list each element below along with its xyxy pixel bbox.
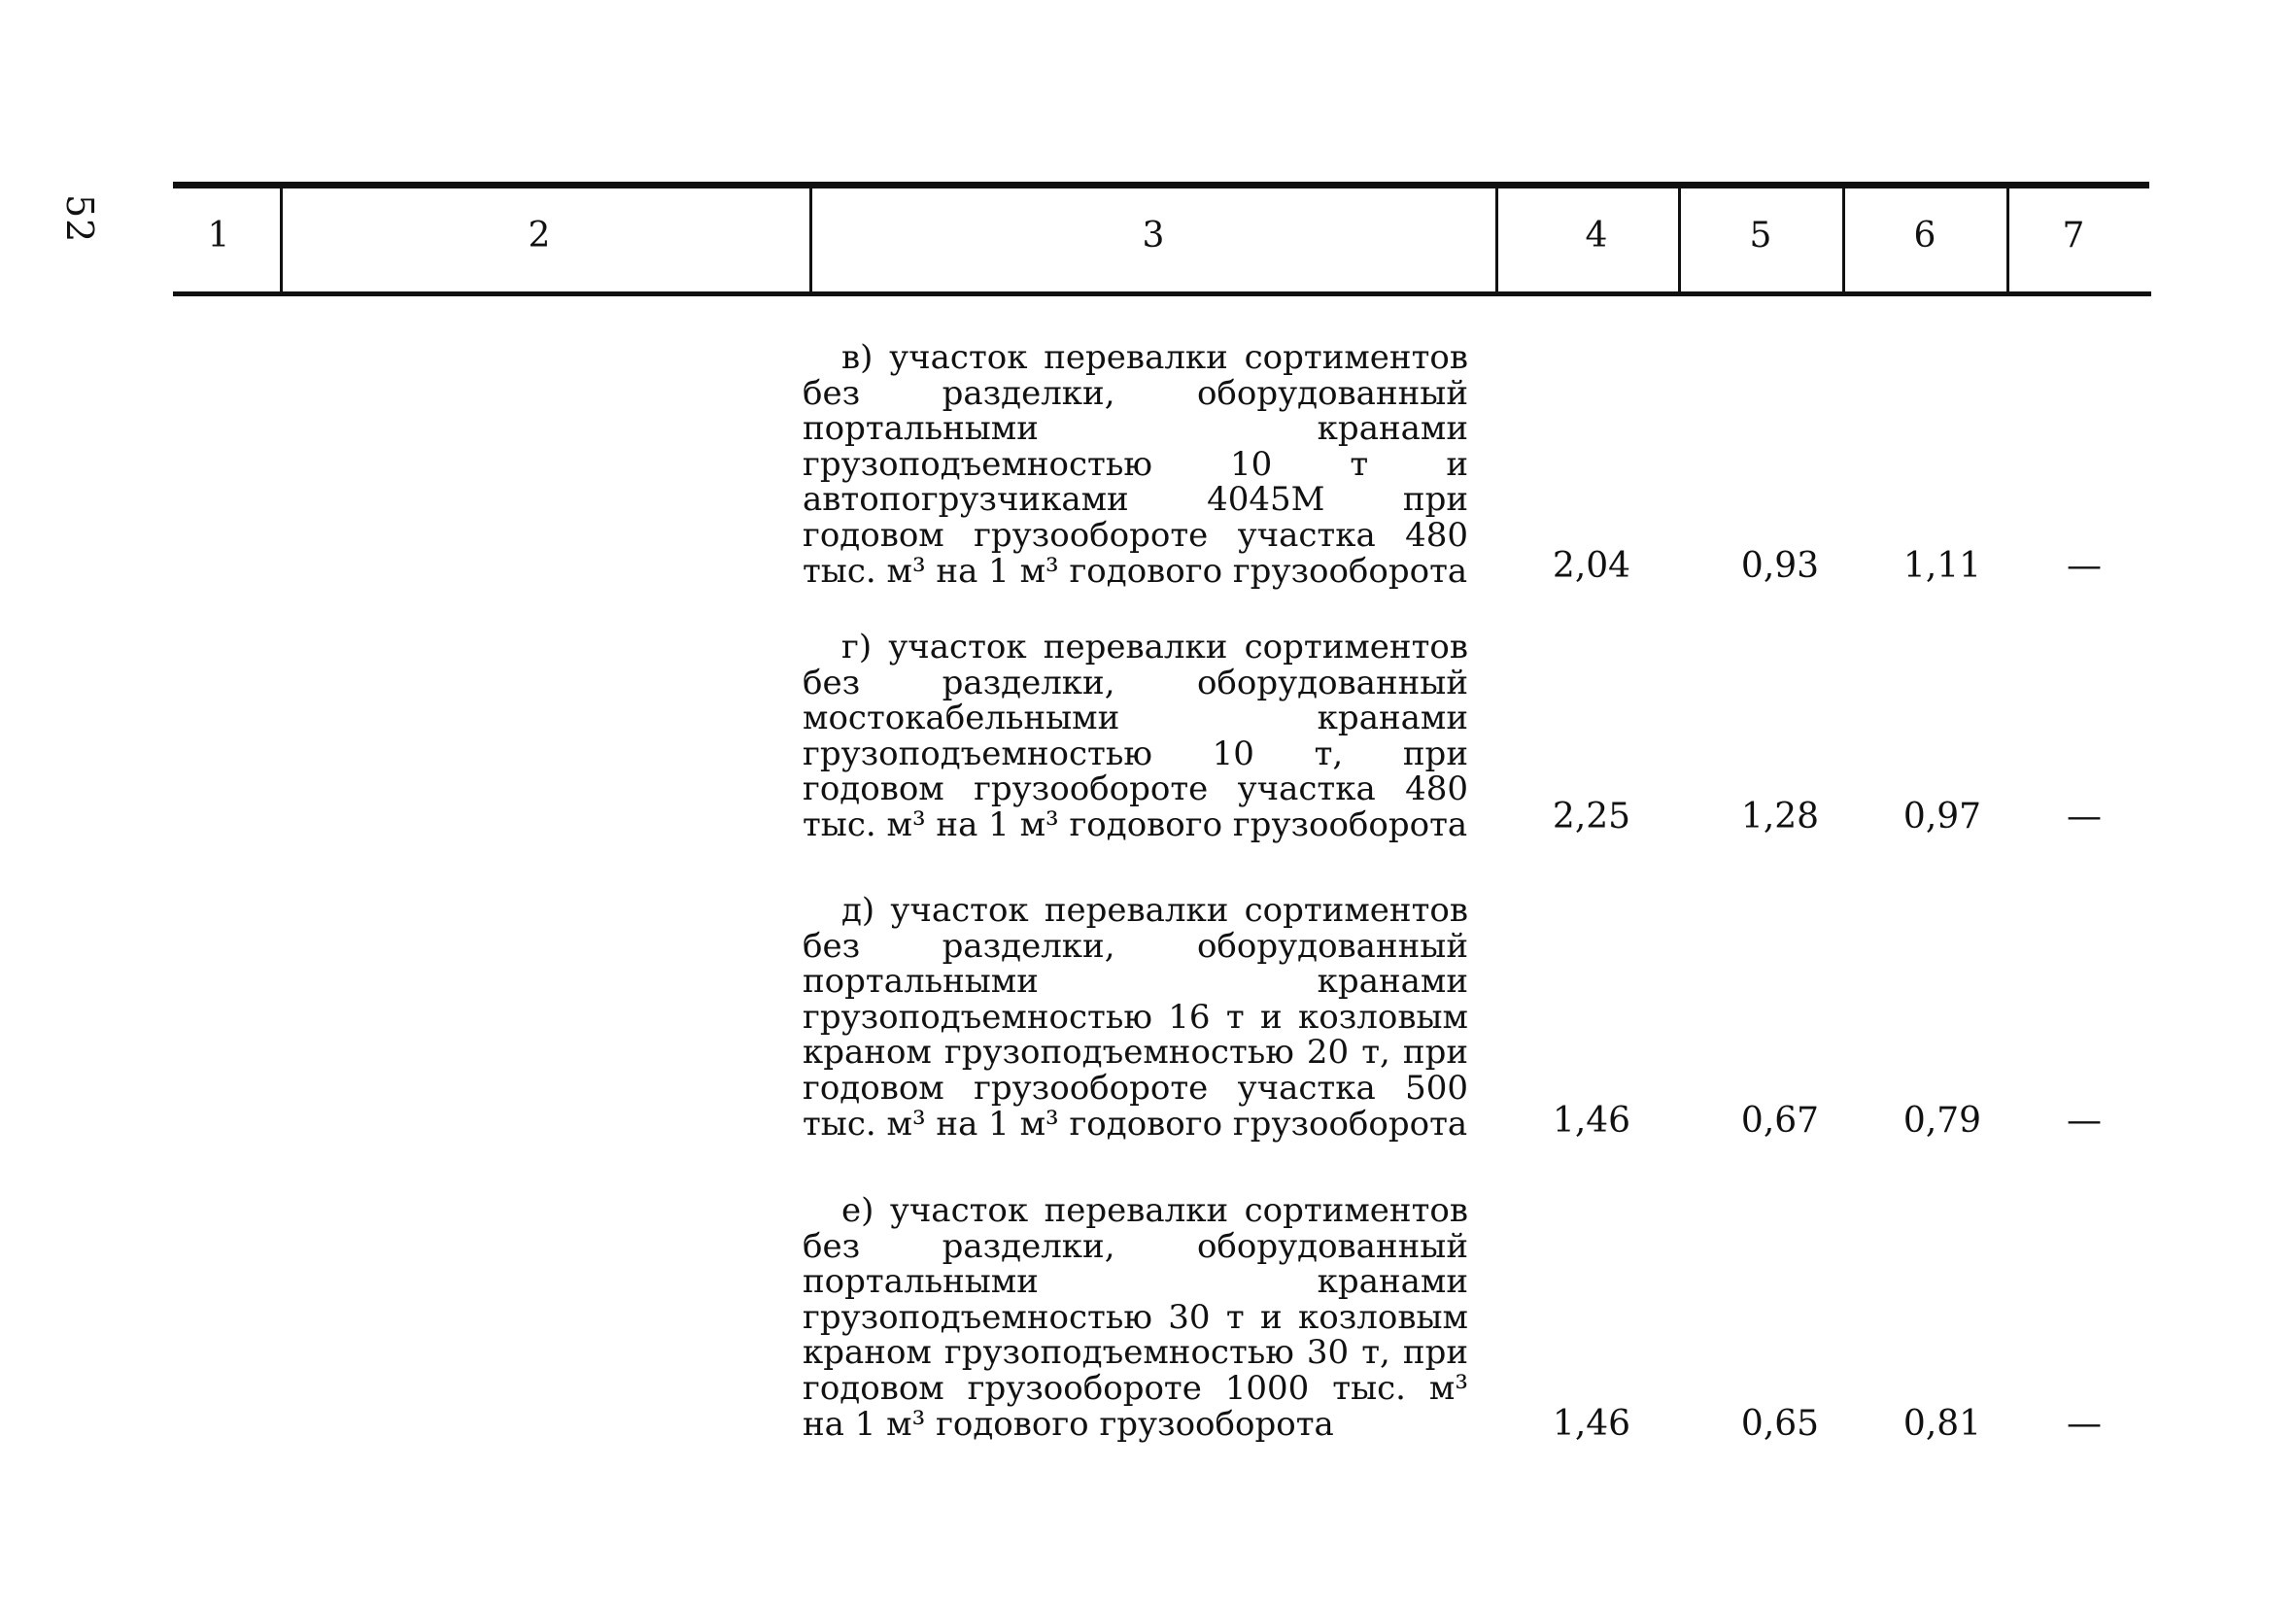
- row-value-col5: 0,67: [1740, 1101, 1820, 1141]
- header-column-5: 5: [1749, 216, 1772, 256]
- page-number: 52: [58, 194, 101, 244]
- row-value-col7: —: [2067, 546, 2102, 586]
- row-value-col6: 1,11: [1902, 546, 1982, 586]
- row-value-col5: 0,65: [1740, 1404, 1820, 1444]
- column-divider: [2006, 188, 2009, 291]
- header-column-3: 3: [1142, 216, 1165, 256]
- column-divider: [1842, 188, 1845, 291]
- column-divider: [1495, 188, 1498, 291]
- row-text: д) участок перевалки сортиментов без разделки, оборудованный портальными кранами грузоподъемностью 16 т и козловым краном грузоподъемностью 20 т, при годовом грузообороте участка 500 тыс. м³ на 1 м³ годового грузооборота: [803, 891, 1468, 1144]
- row-value-col6: 0,79: [1902, 1101, 1982, 1141]
- row-value-col7: —: [2067, 797, 2102, 837]
- header-column-6: 6: [1913, 216, 1936, 256]
- row-text: е) участок перевалки сортиментов без разделки, оборудованный портальными кранами грузоподъемностью 30 т и козловым краном грузоподъемностью 30 т, при годовом грузообороте 1000 тыс. м³ на 1 м³ годового грузооборота: [803, 1191, 1468, 1444]
- row-value-col7: —: [2067, 1101, 2102, 1141]
- header-column-2: 2: [528, 216, 551, 256]
- row-value-col6: 0,81: [1902, 1404, 1982, 1444]
- row-value-col6: 0,97: [1902, 797, 1982, 837]
- row-value-col4: 2,25: [1552, 797, 1631, 837]
- row-value-col4: 1,46: [1552, 1101, 1631, 1141]
- table-top-rule: [173, 182, 2149, 188]
- row-text: г) участок перевалки сортиментов без разделки, оборудованный мостокабельными кранами грузоподъемностью 10 т, при годовом грузообороте участка 480 тыс. м³ на 1 м³ годового грузооборота: [803, 628, 1468, 844]
- column-divider: [280, 188, 283, 291]
- row-text: в) участок перевалки сортиментов без разделки, оборудованный портальными кранами грузоподъемностью 10 т и автопогрузчиками 4045М при годовом грузообороте участка 480 тыс. м³ на 1 м³ годового грузооборота: [803, 338, 1468, 591]
- header-column-1: 1: [207, 216, 230, 256]
- column-divider: [1678, 188, 1681, 291]
- header-column-7: 7: [2062, 216, 2085, 256]
- table-row-description: [803, 893, 1468, 1142]
- table-row-description: [803, 340, 1468, 589]
- row-value-col4: 2,04: [1552, 546, 1631, 586]
- row-value-col7: —: [2067, 1404, 2102, 1444]
- table-row-description: [803, 630, 1468, 843]
- row-value-col4: 1,46: [1552, 1404, 1631, 1444]
- row-value-col5: 1,28: [1740, 797, 1820, 837]
- header-column-4: 4: [1585, 216, 1608, 256]
- row-value-col5: 0,93: [1740, 546, 1820, 586]
- column-divider: [809, 188, 812, 291]
- table-header-bottom-rule: [173, 291, 2151, 296]
- table-row-description: [803, 1193, 1468, 1442]
